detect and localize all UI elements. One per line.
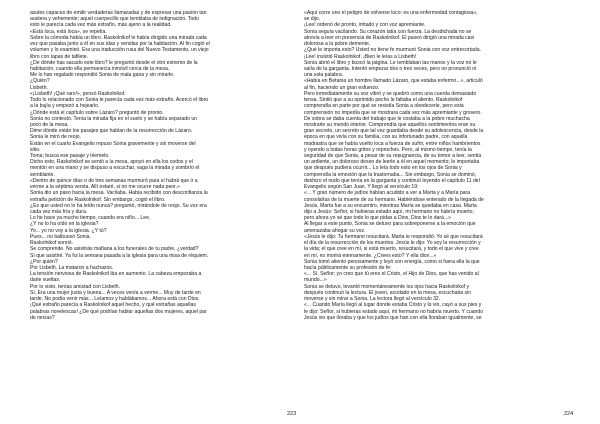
text-line: ¡Lee! insistió Raskolnikof. ¡Bien le leías a Lisbeth! — [304, 53, 417, 60]
text-line: habitación, cuando ella permanecía inmóvil cerca de la mesa. — [30, 65, 170, 72]
text-line: se dijo. — [304, 16, 321, 23]
text-line: dolorosa a la pobre demente. — [304, 41, 371, 48]
text-line: ¿Dónde está el capítulo sobre Lázaro? preguntó de pronto. — [30, 109, 164, 116]
text-line: Están en el cuarto Evangelio repuso Sonia gravemente y sin moverse del — [30, 140, 196, 147]
text-line: «... Cuando María llegó al lugar donde estaba Cristo y lo vio, cayó a sus pies y — [304, 302, 482, 309]
text-line: Sonia dio un paso hacia la mesa. Vacilaba. Había recibido con desconfianza la — [30, 190, 208, 197]
text-line: Dime dónde están los pasajes que hablan de la resurrección de Lázaro. — [30, 128, 193, 135]
text-line: moverse y sin mirar a Sonia. La lectora llegó al versículo 32. — [304, 296, 441, 303]
text-line: de necias? — [30, 314, 55, 321]
text-line: en mí, no morirá eternamente. ¿Crees esto? Y ella dice...» — [304, 252, 437, 259]
text-line: Dicho esto, Raskolnikof se sentó a la mesa, apoyó en ella los codos y el — [30, 159, 193, 166]
text-line: mundo...» — [304, 277, 327, 284]
text-line: «... Y gran número de judíos habían acudido a ver a Marta y a María para — [304, 190, 471, 197]
text-line: Me lo han regalado respondió Sonia de mala gana y sin mirarle. — [30, 72, 175, 79]
text-line: atrevía a leer en presencia de Raskolnikof. Él paseó dirigió una mirada casi — [304, 34, 475, 41]
text-line: comprensión no impedía que se mostrara cada vez más apremiante y grosero. — [304, 109, 482, 116]
text-line: Jesús, Marta fue a su encuentro, mientras María se quedaba en casa. Marta — [304, 202, 477, 209]
text-line: mostrarle su mundo interior. Comprendía que aquellos sentimientos eran su — [304, 121, 476, 128]
text-line: Sobre la cómoda había un libro. Raskolnikof le había dirigido una mirada cada — [30, 34, 207, 41]
text-line: sitio. — [30, 146, 41, 153]
text-line: austera y vehemente; aquel cuerpecillo que temblaba de indignación. Todo — [30, 16, 199, 23]
text-line: semblante. — [30, 171, 55, 178]
text-line: le dijo: Señor, si hubieras estado aquí, mi hermano no habría muerto. Y cuando — [304, 308, 484, 315]
text-line: y oyendo a todas horas gritos y reproches. Pero, al mismo tiempo, tenía la — [304, 146, 472, 153]
text-line: amenazaba ahogar su voz. — [304, 227, 366, 234]
text-line: «Está loca, está loca», se repetía. — [30, 28, 107, 35]
text-line: azules capaces de emitir verdaderas llamaradas y de expresar una pasión tan — [30, 10, 207, 16]
text-line: Sí que asistiré. Ya fui la semana pasada a la iglesia para una misa de réquiem. — [30, 252, 209, 259]
text-line: «¡Lisbeth! ¡Qué raro!», pensó Raskolnikof. — [30, 90, 126, 97]
left-page — [30, 10, 298, 406]
text-line: darle vueltas. — [30, 277, 61, 284]
text-line: Al llegar a este punto, Sonia se detuvo para sobreponerse a la emoción que — [304, 221, 476, 228]
text-line: Evangelio según San Juan. Y llegó al versículo 19: — [304, 184, 419, 191]
text-line: la vida; el que cree en mí, si está muerto, resucitará, y todo el que vive y cree — [304, 246, 479, 253]
text-line: Por lo visto, tenías amistad con Lisbeth. — [30, 283, 121, 290]
text-line: ¿De dónde has sacado este libro? le preguntó desde el otro extremo de la — [30, 59, 198, 66]
text-line: extraña petición de Raskolnikof. Sin embargo, cogió el libro. — [30, 196, 166, 203]
text-line: Pero inmediatamente su voz vibró y se quebró como una cuerda demasiado — [304, 90, 477, 97]
text-line: palabras novelescas! ¿De qué podrían hablar aquellas dos mujeres, aquel par — [30, 308, 207, 315]
text-line: tensa. Sintió que a su oprimido pecho le faltaba el aliento. Raskolnikof — [304, 97, 463, 104]
text-line: ¿Quién? — [30, 78, 50, 85]
text-line: ¿Por quién? — [30, 258, 58, 265]
text-line: hacía públicamente su profesión de fe: — [304, 264, 392, 271]
text-line: pero ahora yo sé que todo lo que pidas a Dios, Dios te lo dará...» — [304, 215, 451, 222]
text-line: una sola palabra. — [304, 72, 344, 79]
text-line: «Aquí corre uno el peligro de volverse loco: es una enfermedad contagiosa», — [304, 10, 478, 16]
text-line: un ardiente, un doloroso deseo de leerle a él en aquel momento; le importaba — [304, 159, 480, 166]
text-line: Sí. Era una mujer justa y buena... A veces venía a verme... Muy de tarde en — [30, 289, 201, 296]
text-line: deshizo el nudo que tenía en la garganta y continuó leyendo el capítulo 11 del — [304, 177, 480, 184]
page-number-left: 223 — [287, 411, 297, 417]
text-line: «Había en Betania un hombre llamado Lázaro, que estaba enfermo...», articuló — [304, 78, 483, 85]
text-line: después continuó la lectura. El joven, acodado en la mesa, escuchaba sin — [304, 289, 472, 296]
text-line: La tensión nerviosa de Raskolnikof iba en aumento. La cabeza empezaba a — [30, 271, 202, 278]
text-line: esto le parecía cada vez más extraño, más ajeno a la realidad. — [30, 22, 172, 29]
text-line: Toma; busca ese pasaje y léemelo. — [30, 153, 110, 160]
text-line: el día de la resurrección de los muertos. Jesús le dijo: Yo soy la resurrección y — [304, 240, 481, 247]
text-line: Lisbeth. — [30, 84, 48, 91]
text-line: al fin, haciendo un gran esfuerzo. — [304, 84, 380, 91]
text-line: poco de la mesa. — [30, 121, 69, 128]
text-line: Pues... no balbuceó Sonia. — [30, 233, 91, 240]
text-line: Se comprende. No asistirás mañana a los funerales de tu padre, ¿verdad? — [30, 246, 199, 253]
page-number-right: 224 — [564, 411, 574, 417]
text-line: cada vez más fría y dura. — [30, 209, 88, 215]
text-line: «Jesús le dijo: Tu hermano resucitará. Marta le respondió: Yo sé que resucitará — [304, 233, 483, 240]
text-line: salía de la garganta. Intentó empezar dos o tres veces, pero no pronunció ni — [304, 65, 477, 72]
text-line: volumen y lo examinó. Era una traducción rusa del Nuevo Testamento, un viejo — [30, 47, 209, 54]
text-line: vez que pasaba junto a él en sus idas y venidas por la habitación. Al fin cogió el — [30, 41, 210, 48]
text-line: época en que vivía con su familia, con su infortunado padre, con aquella — [304, 134, 468, 141]
text-line: ¿Es que usted no lo ha leído nunca? preguntó, mirándole de reojo. Su voz era — [30, 202, 207, 209]
text-line: mentón en una mano y se dispuso a escuchar, vaga la mirada y sombrío el — [30, 165, 200, 172]
text-line: Por Lisbeth. La mataron a hachazos. — [30, 264, 114, 271]
text-line: Lo he hace ya mucho tiempo, cuando era niño... Lee. — [30, 215, 151, 222]
text-line: De sobra se daba cuenta del trabajo que le costaba a la pobre muchacha — [304, 115, 470, 122]
text-line: madrastra que se había vuelto loca a fuerza de sufrir, entre niños hambrientos — [304, 140, 481, 147]
text-line: ¿Qué le importa esto? Usted no tiene fe murmuró Sonia con voz entrecortada. — [304, 47, 481, 54]
text-line: «... Sí, Señor; yo creo que tú eres el Cristo, el Hijo de Dios, que has venido al — [304, 271, 479, 278]
text-line: ¡Qué extraño parecía a Raskolnikof aquel hecho, y qué extrañas aquellas — [30, 302, 196, 309]
text-line: tarde. No podía venir más... Leíamos y hablábamos... Ahora está con Dios. — [30, 296, 200, 303]
text-line: consolarlas de la muerte de su hermano. Habiéndose enterado de la llegada de — [304, 196, 484, 203]
text-line: Sonia le miró de reojo. — [30, 134, 81, 141]
text-line: Sonia tomó aliento penosamente y leyó con energía, como si fuera ella la que — [304, 258, 480, 265]
text-line: Yo... yo no voy a la iglesia. ¿Y tú? — [30, 227, 107, 234]
text-line: ¡Lee! ordenó de pronto, irritado y con voz apremiante. — [304, 22, 426, 29]
text-line: ¿Y no lo ha oído en la iglesia? — [30, 221, 99, 228]
text-line: Sonia se detuvo, levantó momentáneamente los ojos hacia Raskolnikof y — [304, 283, 470, 290]
text-line: libro con tapas de tafilete. — [30, 53, 89, 60]
text-line: dijo a Jesús: Señor, si hubieras estado aquí, mi hermano no habría muerto; — [304, 209, 474, 215]
text-line: que después pudiera ocurrir... Lo leía todo esto en los ojos de Sonia y — [304, 165, 462, 172]
text-line: «Dentro de quince días o de tres semanas murmuró para sí habrá que ir a — [30, 177, 198, 184]
text-line: verme a la séptima versta. Allí estaré, si no me ocurre nada peor.» — [30, 184, 180, 191]
text-line: a la bujía y empezó a hojearlo. — [30, 103, 100, 110]
text-line: Todo lo relacionado con Sonia le parecía cada vez más extraño. Acercó el libro — [30, 97, 209, 104]
text-line: comprendía la emoción que la trastornaba... Sin embargo, Sonia se dominó, — [304, 171, 477, 178]
text-line: Sonia no contestó. Tenía la mirada fija en el suelo y se había separado un — [30, 115, 197, 122]
text-line: comprendía en parte por qué se resistía Sonia a obedecerle, pero esta — [304, 103, 464, 110]
text-line: seguridad de que Sonia, a pesar de su repugnancia, de su temor a leer, sentía — [304, 153, 482, 160]
text-line: Sonia seguía vacilando. Su corazón latía con fuerza. La desdichada no se — [304, 28, 472, 35]
right-page — [304, 10, 572, 406]
text-line: gran secreto, un secreto que tal vez guardaba desde su adolescencia, desde la — [304, 128, 484, 135]
text-line: Raskolnikof sonrió. — [30, 240, 74, 247]
text-line: Jesús vio que lloraba y que los judíos que han con ella lloraban igualmente, se — [304, 314, 482, 321]
text-line: Sonia abrió el libro y buscó la página. Le temblaban las manos y la voz no le — [304, 59, 477, 66]
